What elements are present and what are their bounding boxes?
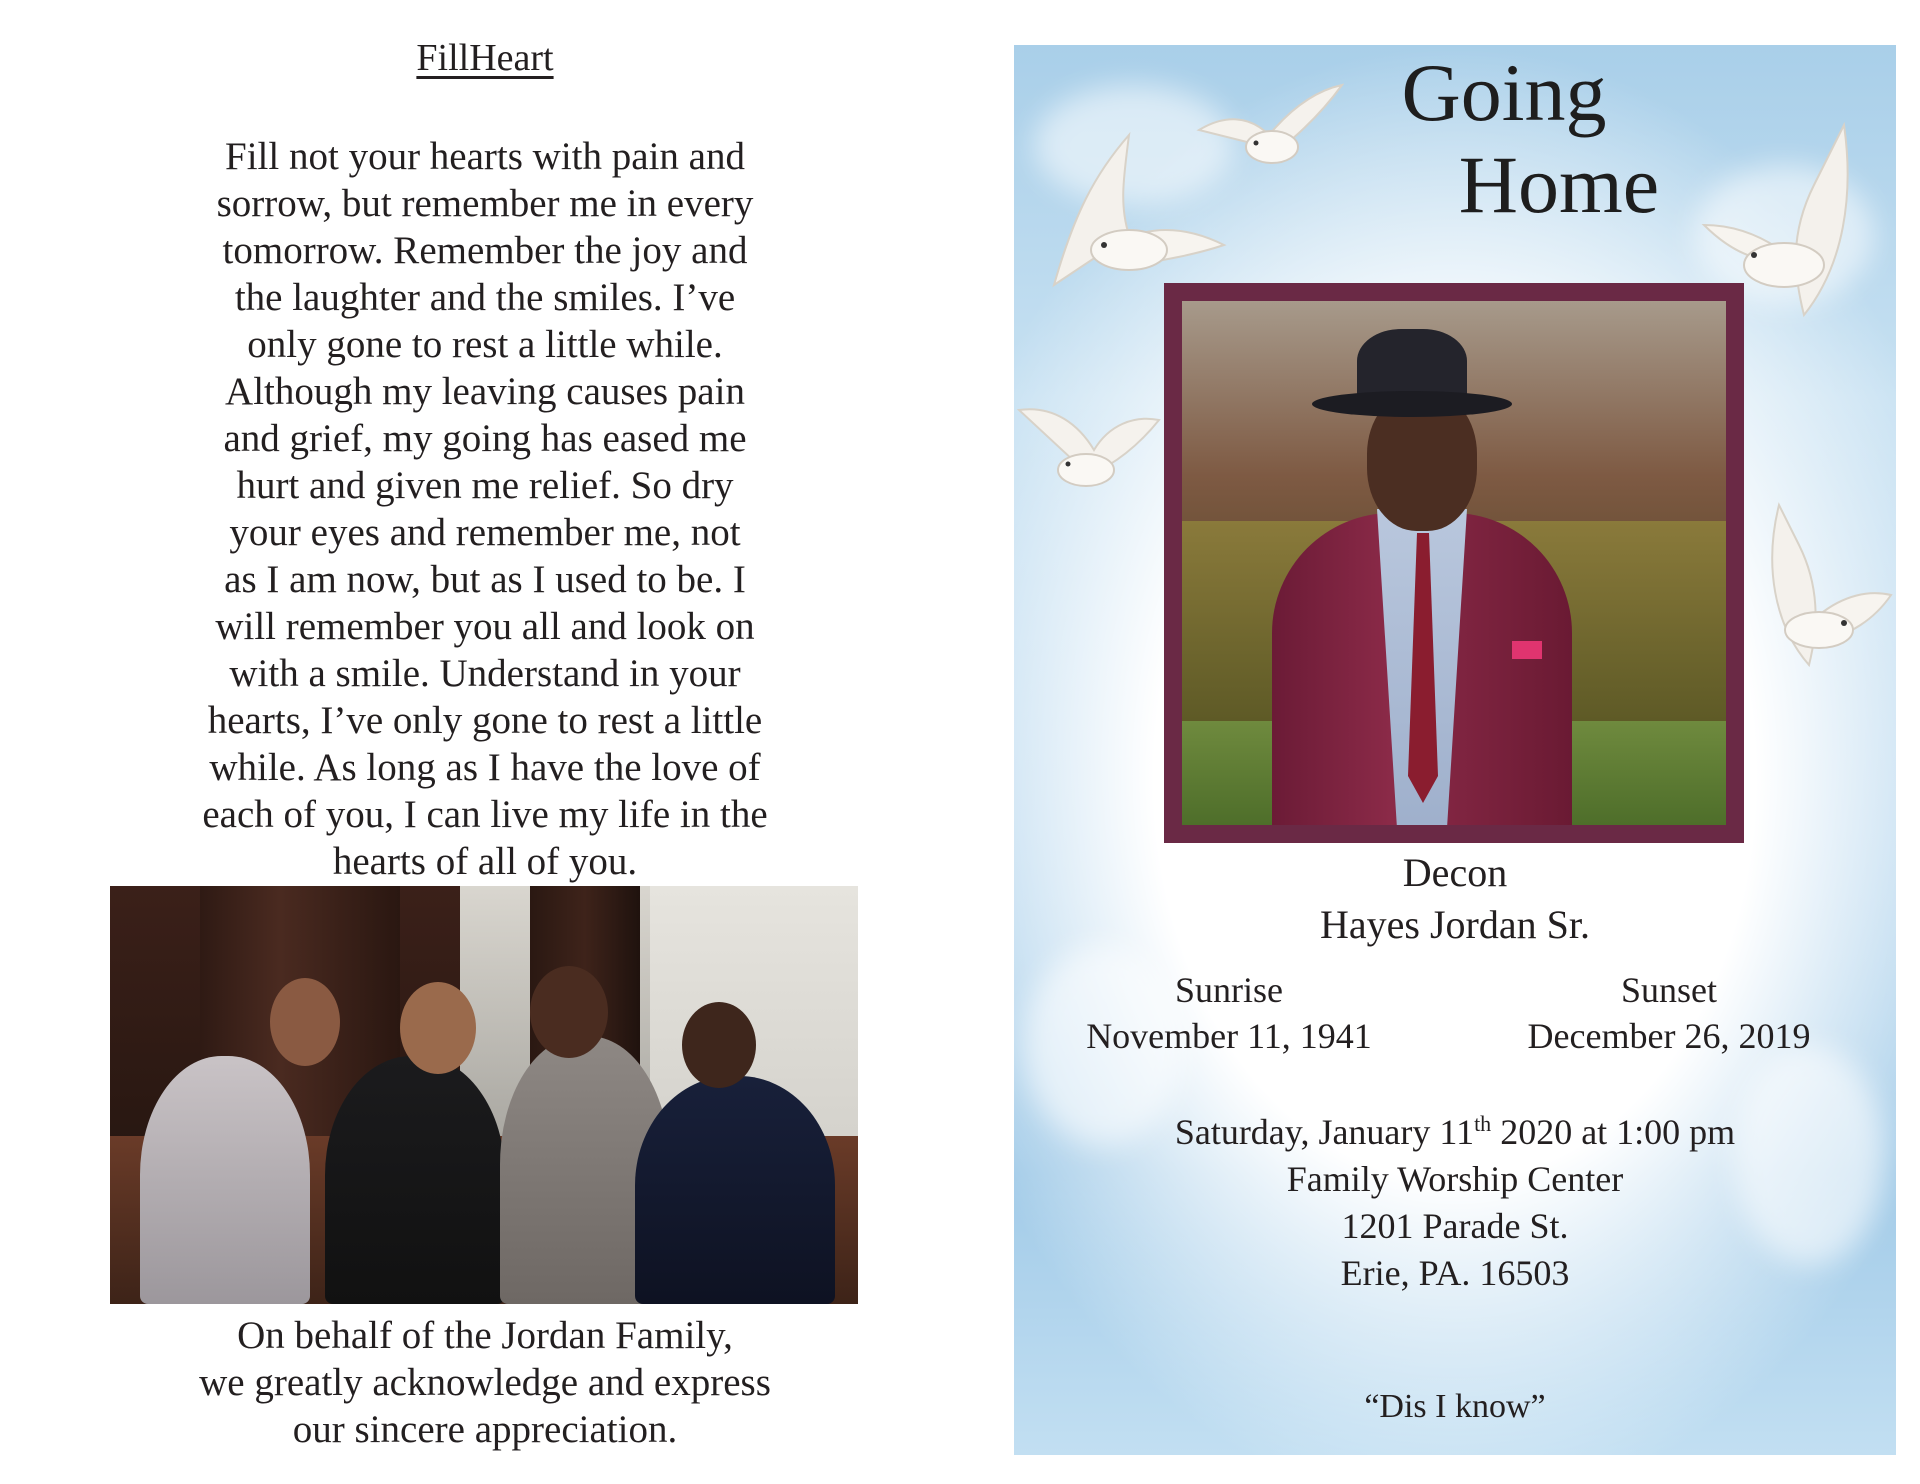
closing-quote: “Dis I know” [1364, 1388, 1546, 1425]
heading-line-home: Home [1458, 139, 1660, 230]
dove-icon [1749, 495, 1894, 685]
sunrise-date: November 11, 1941 [1086, 1016, 1372, 1056]
poem-line: hearts, I’ve only gone to rest a little [207, 699, 763, 742]
service-details [1014, 1109, 1896, 1297]
name-title: Decon [1402, 850, 1508, 895]
poem-line: your eyes and remember me, not [229, 511, 741, 554]
sunrise-label: Sunrise [1175, 970, 1283, 1010]
name-full: Hayes Jordan Sr. [1320, 902, 1590, 947]
cover-page [1014, 45, 1896, 1455]
service-street: 1201 Parade St. [1341, 1206, 1569, 1246]
poem-text [180, 133, 790, 885]
poem-line: each of you, I can live my life in the [202, 793, 768, 836]
person-elder [635, 1076, 835, 1304]
poem-line: with a smile. Understand in your [229, 652, 741, 695]
poem-line: tomorrow. Remember the joy and [222, 229, 748, 272]
person-man-hawks [325, 1056, 505, 1304]
family-photo [110, 886, 858, 1304]
service-date-rest: 2020 at 1:00 pm [1491, 1112, 1736, 1152]
poem-line: will remember you all and look on [215, 605, 755, 648]
service-datetime [1014, 1109, 1896, 1156]
poem-line: the laughter and the smiles. I’ve [234, 276, 736, 319]
acknowledgement [0, 1312, 970, 1453]
poem-line: hurt and given me relief. So dry [236, 464, 734, 507]
poem-title: FillHeart [416, 37, 554, 79]
person-woman-head [270, 978, 340, 1066]
service-place: Family Worship Center [1286, 1159, 1624, 1199]
heading-line-going: Going [1401, 47, 1607, 138]
ack-line: we greatly acknowledge and express [199, 1361, 771, 1404]
poem-line: Fill not your hearts with pain and [225, 135, 745, 178]
person-woman [140, 1056, 310, 1304]
ack-line: On behalf of the Jordan Family, [237, 1314, 733, 1357]
portrait-hat-brim [1312, 391, 1512, 417]
portrait-photo [1182, 301, 1726, 825]
sunset-label: Sunset [1620, 970, 1717, 1010]
portrait-pocket-square [1512, 641, 1542, 659]
service-date-prefix: Saturday, January 11 [1174, 1112, 1475, 1152]
poem-line: and grief, my going has eased me [223, 417, 747, 460]
service-date-ordinal: th [1474, 1111, 1492, 1136]
portrait-frame [1164, 283, 1744, 843]
poem-line: Although my leaving causes pain [225, 370, 745, 413]
sunrise-block [1064, 967, 1394, 1059]
poem-line: while. As long as I have the love of [209, 746, 761, 789]
poem-line: hearts of all of you. [332, 840, 638, 883]
ack-line: our sincere appreciation. [292, 1408, 678, 1451]
dove-icon [1014, 390, 1164, 500]
poem-line: as I am now, but as I used to be. I [224, 558, 746, 601]
cover-heading [1314, 47, 1734, 231]
deceased-name [1014, 847, 1896, 951]
person-man-hawks-head [400, 982, 476, 1074]
person-man-gray-head [530, 966, 608, 1058]
poem-line: only gone to rest a little while. [247, 323, 723, 366]
sunset-block [1504, 967, 1834, 1059]
person-elder-head [682, 1002, 756, 1088]
sunset-date: December 26, 2019 [1527, 1016, 1811, 1056]
service-city: Erie, PA. 16503 [1340, 1253, 1570, 1293]
poem-line: sorrow, but remember me in every [216, 182, 754, 225]
